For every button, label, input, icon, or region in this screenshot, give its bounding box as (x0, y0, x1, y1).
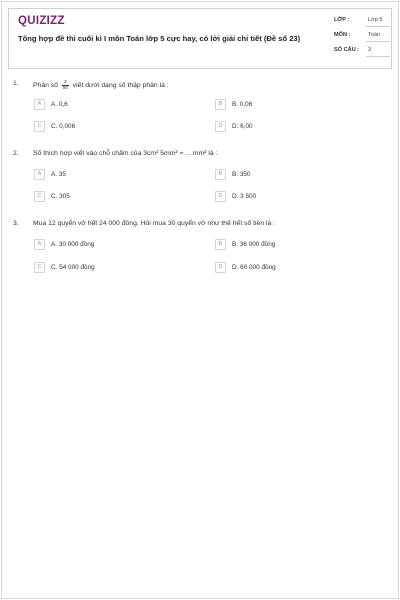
question-1-number: 1. (13, 80, 19, 87)
option-text: C. 54 000 đồng (51, 263, 95, 271)
option-text: D. 60 000 đồng (232, 263, 276, 271)
meta-count-value: 3 (368, 47, 372, 53)
option-letter-box: A (34, 169, 45, 180)
meta-subject-value: Toán (368, 32, 381, 38)
quizizz-logo: QUIZIZZ (18, 15, 65, 27)
worksheet-title: Tổng hợp đề thi cuối kì I môn Toán lớp 5 cực hay, có lời giải chi tiết (Đề số 23) (18, 34, 301, 43)
option-text: C. 305 (51, 192, 70, 200)
option-letter-box: D (215, 121, 226, 132)
question-1-text-after: viết dưới dạng số thập phân là : (72, 81, 169, 89)
fraction-denominator: 50 (62, 84, 68, 90)
fraction-numerator: 3 (62, 80, 69, 86)
question-1-fraction (62, 80, 69, 90)
option-text: D. 3 500 (232, 192, 257, 200)
option-text: B. 0,06 (232, 100, 253, 108)
meta-count-label: SỐ CÂU : (334, 47, 360, 53)
meta-grade-label: LỚP : (334, 17, 350, 23)
option-letter-box: D (215, 191, 226, 202)
question-1-text (33, 80, 169, 90)
question-2-text: Số thích hợp viết vào chỗ chấm của 3cm² 5mm² = ....mm² là : (33, 150, 218, 157)
option-text: A. 35 (51, 170, 66, 178)
question-2-number: 2. (13, 150, 19, 157)
option-text: B. 36 000 đồng (232, 240, 276, 248)
option-letter-box: B (215, 169, 226, 180)
question-3-number: 3. (13, 220, 19, 227)
meta-grade-line (366, 26, 390, 27)
meta-grade-value: Lớp 5 (368, 17, 383, 23)
meta-subject (334, 32, 392, 46)
option-letter-box: A (34, 99, 45, 110)
meta-count-line (366, 56, 390, 57)
option-letter-box: C (34, 191, 45, 202)
option-text: B. 350 (232, 170, 251, 178)
question-3-text: Mua 12 quyển vở hết 24 000 đồng. Hỏi mua 30 quyển vở như thế hết số tiền là : (33, 220, 276, 227)
option-letter-box: B (215, 99, 226, 110)
worksheet-header (8, 8, 392, 69)
option-text: C. 0,006 (51, 122, 76, 130)
page-border (1, 1, 399, 599)
meta-subject-label: MÔN : (334, 32, 351, 38)
meta-grade (334, 17, 392, 31)
option-text: A. 30 000 đồng (51, 240, 95, 248)
option-letter-box: C (34, 262, 45, 273)
option-letter-box: D (215, 262, 226, 273)
meta-count (334, 47, 392, 61)
question-1-text-before: Phân số (33, 81, 58, 89)
option-letter-box: C (34, 121, 45, 132)
option-letter-box: A (34, 239, 45, 250)
option-letter-box: B (215, 239, 226, 250)
option-text: D. 6,00 (232, 122, 253, 130)
option-text: A. 0,6 (51, 100, 68, 108)
meta-subject-line (366, 41, 390, 42)
